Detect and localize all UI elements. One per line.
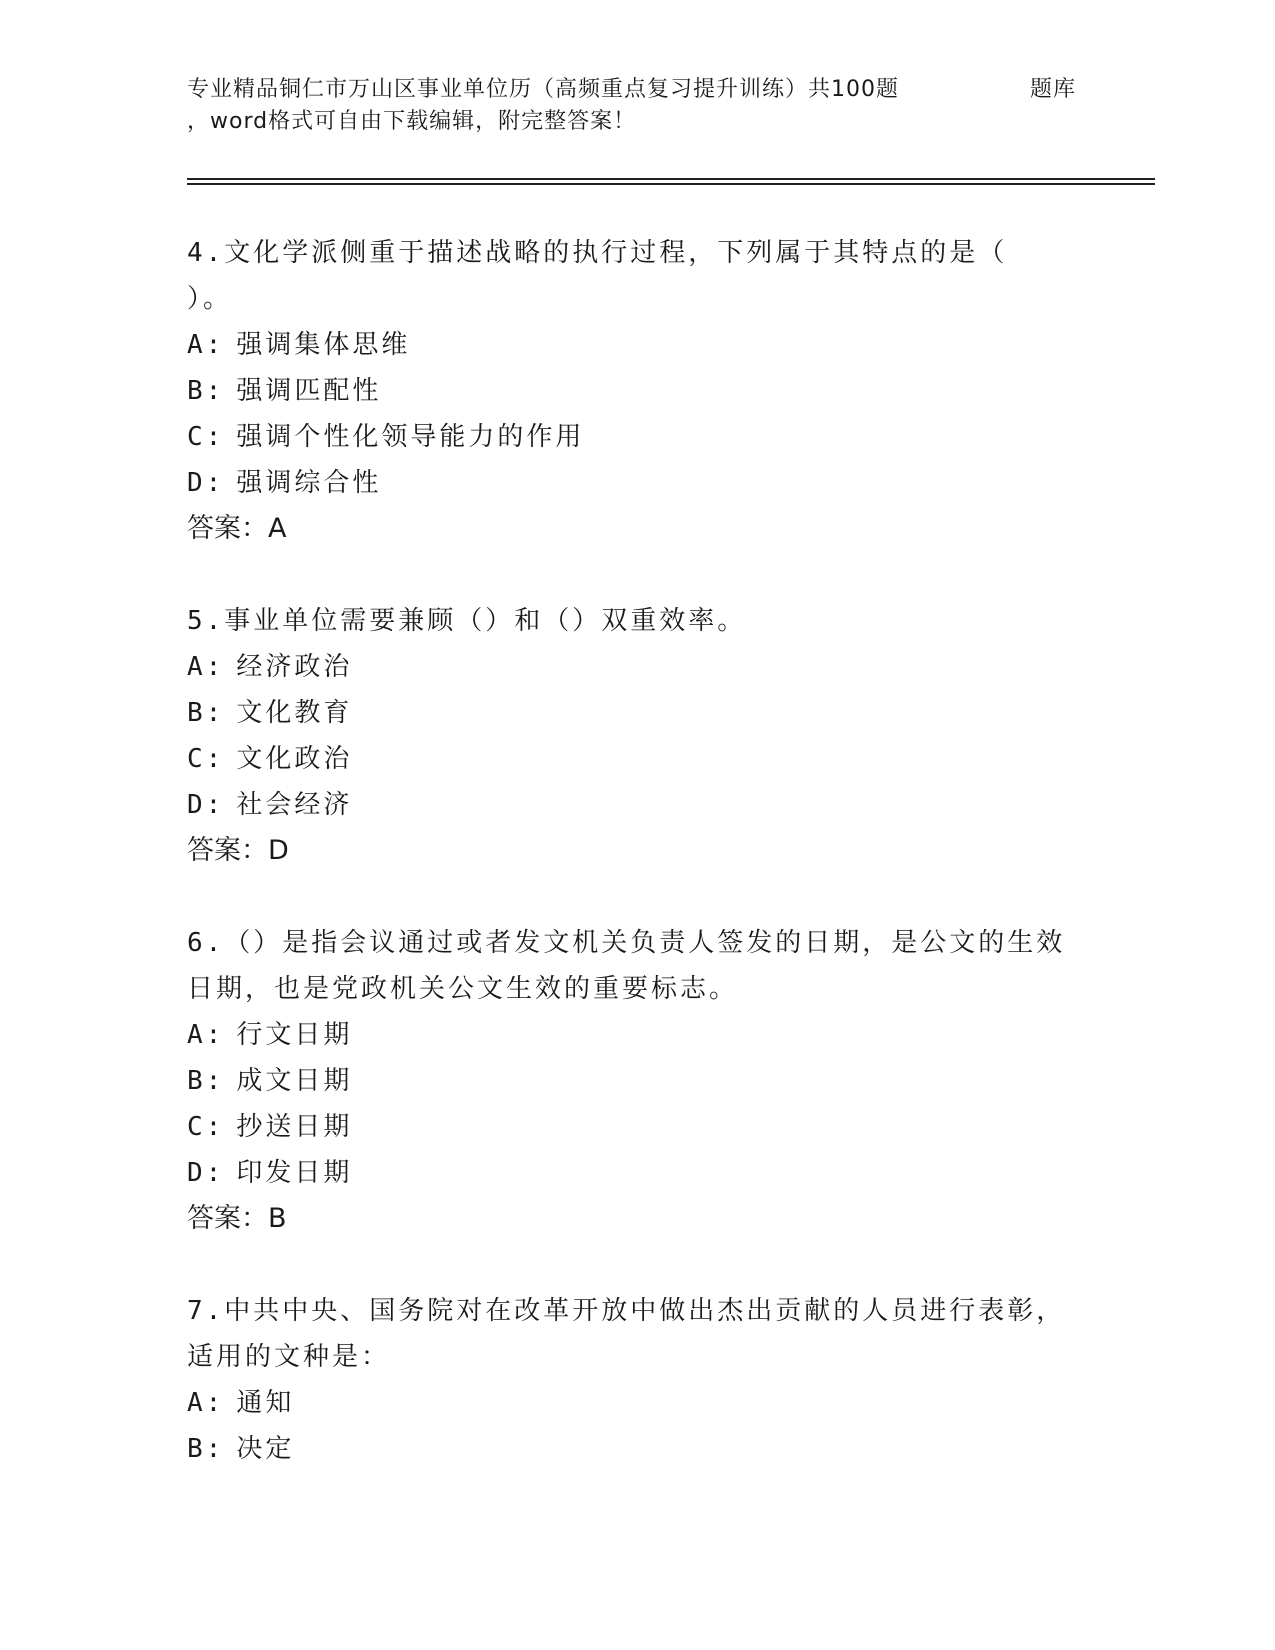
option-letter: B: <box>187 698 225 728</box>
option-letter: B: <box>187 1066 225 1096</box>
option-text: 抄送日期 <box>236 1112 353 1142</box>
option-letter: C: <box>187 744 225 774</box>
option-b <box>187 368 1067 414</box>
option-letter: D: <box>187 1158 225 1188</box>
option-letter: B: <box>187 1434 225 1464</box>
question-stem: 7.中共中央、国务院对在改革开放中做出杰出贡献的人员进行表彰，适用的文种是： <box>187 1296 1066 1372</box>
option-c <box>187 736 1067 782</box>
option-text: 行文日期 <box>236 1020 353 1050</box>
option-letter: D: <box>187 468 225 498</box>
header-subtitle: ，word格式可自由下载编辑，附完整答案！ <box>187 109 637 134</box>
option-c <box>187 1104 1067 1150</box>
option-d <box>187 782 1067 828</box>
option-text: 成文日期 <box>236 1066 353 1096</box>
option-text: 通知 <box>236 1388 295 1418</box>
option-text: 印发日期 <box>236 1158 353 1188</box>
option-letter: A: <box>187 1388 225 1418</box>
option-text: 经济政治 <box>236 652 353 682</box>
option-text: 强调集体思维 <box>236 330 411 360</box>
option-b <box>187 1426 1067 1472</box>
option-a <box>187 322 1067 368</box>
option-a <box>187 1380 1067 1426</box>
header-title: 专业精品铜仁市万山区事业单位历（高频重点复习提升训练）共100题 <box>187 77 899 102</box>
question-list <box>187 230 1067 1518</box>
option-text: 文化教育 <box>236 698 353 728</box>
header-title-suffix: 题库 <box>1030 77 1077 102</box>
option-letter: B: <box>187 376 225 406</box>
option-letter: A: <box>187 652 225 682</box>
question-stem: 6.（）是指会议通过或者发文机关负责人签发的日期，是公文的生效日期，也是党政机关公文生效的重要标志。 <box>187 928 1066 1004</box>
document-header <box>187 74 1107 138</box>
option-a <box>187 1012 1067 1058</box>
option-text: 强调个性化领导能力的作用 <box>236 422 585 452</box>
question-item <box>187 1288 1067 1472</box>
option-text: 强调匹配性 <box>236 376 382 406</box>
question-item <box>187 920 1067 1242</box>
option-d <box>187 1150 1067 1196</box>
option-text: 决定 <box>236 1434 295 1464</box>
option-a <box>187 644 1067 690</box>
option-c <box>187 414 1067 460</box>
option-b <box>187 690 1067 736</box>
option-text: 文化政治 <box>236 744 353 774</box>
option-text: 社会经济 <box>236 790 353 820</box>
option-letter: C: <box>187 1112 225 1142</box>
question-stem: 4.文化学派侧重于描述战略的执行过程，下列属于其特点的是（ ）。 <box>187 238 1008 314</box>
question-stem: 5.事业单位需要兼顾（）和（）双重效率。 <box>187 606 747 636</box>
header-divider-top <box>187 178 1155 180</box>
option-letter: C: <box>187 422 225 452</box>
answer-label: 答案：D <box>187 835 289 866</box>
question-item <box>187 230 1067 552</box>
answer-label: 答案：A <box>187 513 287 544</box>
option-b <box>187 1058 1067 1104</box>
question-item <box>187 598 1067 874</box>
option-d <box>187 460 1067 506</box>
option-letter: D: <box>187 790 225 820</box>
answer-label: 答案：B <box>187 1203 287 1234</box>
header-divider-bottom <box>187 183 1155 185</box>
option-letter: A: <box>187 1020 225 1050</box>
option-text: 强调综合性 <box>236 468 382 498</box>
option-letter: A: <box>187 330 225 360</box>
